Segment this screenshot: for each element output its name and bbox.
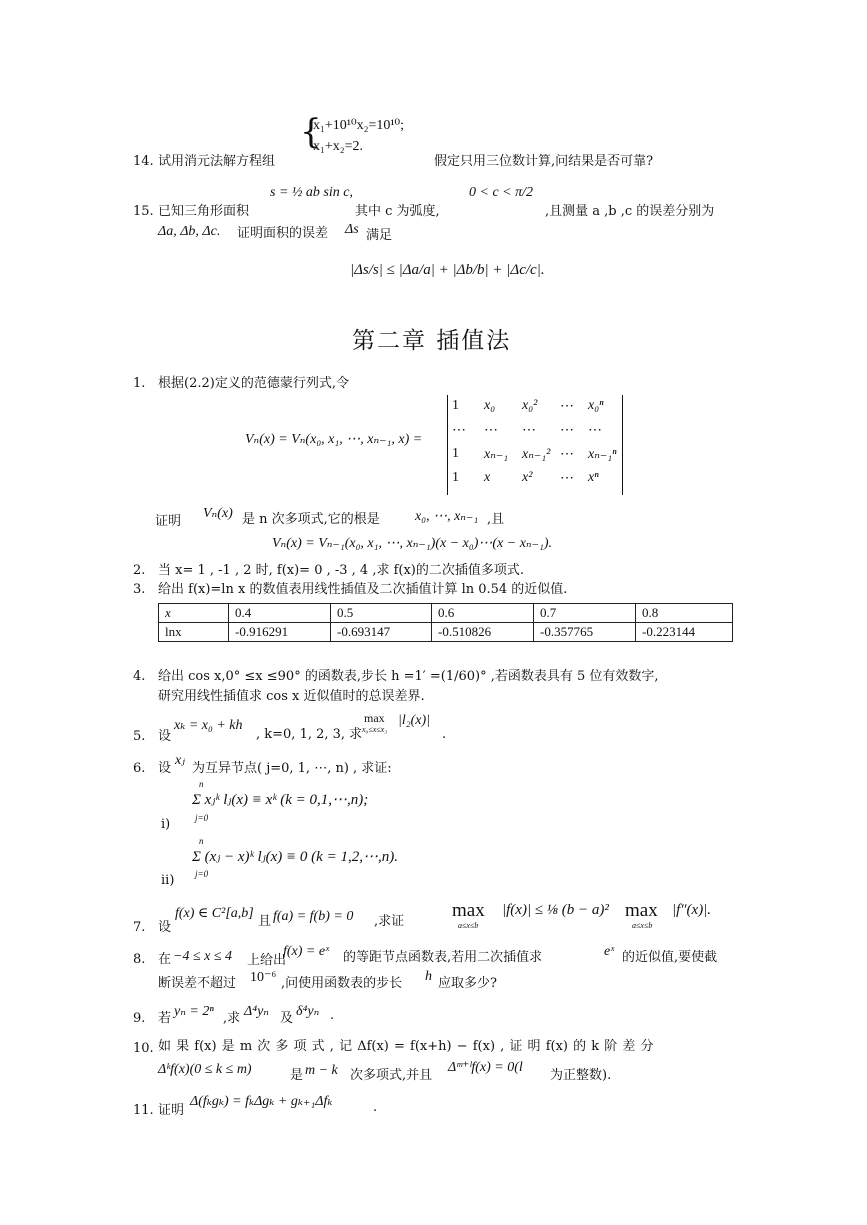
p7-c: ,求证 — [374, 914, 405, 929]
sum-top: n — [199, 779, 204, 789]
matrix-cell: 1 — [452, 398, 459, 413]
table-cell: 0.6 — [432, 604, 534, 623]
p1-text: 根据(2.2)定义的范德蒙行列式,令 — [158, 376, 349, 391]
p15-delta-s: Δs — [345, 222, 359, 237]
p15-inequality: |Δs/s| ≤ |Δa/a| + |Δb/b| + |Δc/c|. — [350, 262, 545, 278]
table-cell: 0.4 — [229, 604, 331, 623]
p5-expr: |l₂(x)| — [398, 713, 430, 728]
matrix-cell: xₙ₋₁² — [522, 447, 551, 462]
p4-line2: 研究用线性插值求 cos x 近似值时的总误差界. — [158, 689, 425, 704]
table-cell: x — [159, 604, 229, 623]
p6-a: 设 — [158, 761, 172, 776]
sum-bottom: j=0 — [195, 813, 209, 823]
p10-line1: 如 果 f(x) 是 m 次 多 项 式 , 记 Δf(x) = f(x+h) − f(x) , 证 明 f(x) 的 k 阶 差 分 — [158, 1039, 654, 1054]
p14-brace: { — [300, 112, 322, 152]
matrix-cell: xₙ₋₁ — [484, 447, 509, 462]
matrix-cell: x₀ⁿ — [588, 398, 604, 413]
matrix-cell: x — [484, 470, 491, 485]
p7-number: 7. — [133, 920, 146, 935]
p11-end: . — [373, 1100, 378, 1115]
p10-c: 为正整数). — [550, 1068, 612, 1083]
p8-d: 的近似值,要使截 — [622, 950, 718, 965]
matrix-cell: ⋯ — [560, 471, 574, 486]
p9-c: 及 — [280, 1011, 294, 1026]
determinant-left-bar — [447, 395, 448, 495]
p11-a: 证明 — [158, 1103, 185, 1118]
sum-bottom: j=0 — [195, 869, 209, 879]
p15-mid: 其中 c 为弧度, — [355, 204, 440, 219]
p8-range: −4 ≤ x ≤ 4 — [173, 949, 233, 964]
table-cell: -0.223144 — [636, 623, 733, 642]
p8-number: 8. — [133, 952, 146, 967]
table-cell: -0.510826 — [432, 623, 534, 642]
p11-number: 11. — [133, 1103, 154, 1118]
p1-vandermonde-lhs: Vₙ(x) = Vₙ(x₀, x₁, ⋯, xₙ₋₁, x) = — [245, 432, 423, 447]
p14-text: 试用消元法解方程组 — [158, 154, 276, 169]
table-header-row — [159, 604, 733, 623]
p7-b: 且 — [258, 914, 272, 929]
matrix-cell: xⁿ — [588, 470, 599, 485]
matrix-row — [452, 422, 620, 446]
sum-top: n — [199, 836, 204, 846]
table-cell: 0.8 — [636, 604, 733, 623]
p10-number: 10. — [133, 1041, 154, 1056]
matrix-row — [452, 446, 620, 470]
p15-errors: Δa, Δb, Δc. — [158, 224, 221, 239]
p9-a: 若 — [158, 1011, 172, 1026]
p14-tail: 假定只用三位数计算,问结果是否可靠? — [434, 154, 654, 169]
p6-number: 6. — [133, 761, 146, 776]
p15-line2: 证明面积的误差 — [237, 226, 329, 241]
p5-a: 设 — [158, 729, 172, 744]
p10-b: 次多项式,并且 — [350, 1068, 433, 1083]
matrix-cell: ⋯ — [560, 423, 574, 438]
p11-formula: Δ(fₖgₖ) = fₖΔgₖ + gₖ₊₁Δfₖ — [190, 1094, 333, 1109]
determinant-right-bar — [622, 395, 623, 495]
p6-b: 为互异节点( j=0, 1, ⋯, n) , 求证: — [192, 761, 392, 776]
p7-f3: |f(x)| ≤ ⅛ (b − a)² — [502, 902, 609, 918]
matrix-row — [452, 470, 620, 494]
matrix-cell: 1 — [452, 470, 459, 485]
p8-line2a: 断误差不超过 — [158, 976, 237, 991]
p6-ii-formula: Σ (xⱼ − x)ᵏ lⱼ(x) ≡ 0 (k = 1,2,⋯,n). — [192, 849, 398, 865]
p6-xj: xⱼ — [175, 753, 185, 768]
p5-b: , k=0, 1, 2, 3, 求 — [256, 727, 363, 742]
p10-a: 是 — [290, 1068, 304, 1083]
table-row — [159, 623, 733, 642]
p7-max-2: max — [625, 900, 658, 921]
p2-number: 2. — [133, 563, 146, 578]
p15-area-formula: s = ½ ab sin c, — [270, 185, 353, 200]
p9-central-delta4: δ⁴yₙ — [296, 1004, 320, 1019]
p7-f2: f(a) = f(b) = 0 — [273, 909, 354, 924]
p8-h: h — [425, 969, 432, 984]
p1-proof-a: 证明 — [155, 514, 182, 529]
matrix-cell: ⋯ — [588, 423, 602, 438]
table-cell: 0.7 — [534, 604, 636, 623]
p5-number: 5. — [133, 729, 146, 744]
p10-f1: Δᵏf(x)(0 ≤ k ≤ m) — [158, 1062, 252, 1077]
p10-f2: Δᵐ⁺ˡf(x) = 0(l — [448, 1060, 523, 1075]
p9-b: ,求 — [223, 1011, 241, 1026]
matrix-cell: x² — [522, 470, 533, 485]
p1-proof-b: 是 n 次多项式,它的根是 — [242, 512, 380, 527]
p1-number: 1. — [133, 376, 146, 391]
table-cell: -0.357765 — [534, 623, 636, 642]
p7-max-sub: a≤x≤b — [458, 921, 479, 930]
p8-line2c: 应取多少? — [438, 976, 497, 991]
p1-proof-c: ,且 — [487, 512, 505, 527]
p15-line2-end: 满足 — [366, 228, 393, 243]
p4-line1: 给出 cos x,0° ≤x ≤90° 的函数表,步长 h =1′ =(1/60)° ,若函数表具有 5 位有效数字, — [158, 669, 659, 684]
p9-number: 9. — [133, 1011, 146, 1026]
p8-fx: f(x) = eˣ — [283, 944, 330, 959]
p6-i-label: i) — [161, 817, 171, 832]
p9-yn: yₙ = 2ⁿ — [174, 1004, 214, 1019]
matrix-cell: x₀² — [522, 398, 538, 413]
p8-line2b: ,问使用函数表的步长 — [281, 976, 403, 991]
p14-equation-2: x₁+x₂=2. — [313, 139, 364, 154]
matrix-cell: ⋯ — [522, 423, 536, 438]
matrix-cell: x₀ — [484, 398, 496, 413]
p8-ex: eˣ — [604, 944, 615, 959]
p9-delta4: Δ⁴yₙ — [244, 1004, 269, 1019]
p15-number: 15. — [133, 204, 154, 219]
p3-text: 给出 f(x)=ln x 的数值表用线性插值及二次插值计算 ln 0.54 的近似值. — [158, 582, 568, 597]
matrix-cell: ⋯ — [560, 447, 574, 462]
p2-text: 当 x= 1 , -1 , 2 时, f(x)= 0 , -3 , 4 ,求 f(x)的二次插值多项式. — [158, 563, 525, 578]
matrix-cell: ⋯ — [560, 399, 574, 414]
p7-f1: f(x) ∈ C²[a,b] — [175, 906, 254, 921]
p10-mk: m − k — [305, 1063, 338, 1078]
p8-c: 的等距节点函数表,若用二次插值求 — [343, 950, 543, 965]
ln-value-table — [158, 603, 733, 642]
table-cell: 0.5 — [331, 604, 432, 623]
p1-roots: x₀, ⋯, xₙ₋₁ — [415, 509, 479, 524]
p15-tail: ,且测量 a ,b ,c 的误差分别为 — [545, 204, 715, 219]
p7-f4: |f″(x)|. — [672, 902, 712, 918]
table-cell: -0.693147 — [331, 623, 432, 642]
matrix-cell: ⋯ — [484, 423, 498, 438]
matrix-cell: xₙ₋₁ⁿ — [588, 447, 617, 462]
p15-range: 0 < c < π/2 — [469, 185, 534, 200]
p8-b: 上给出 — [247, 953, 287, 968]
p7-max-1: max — [452, 900, 485, 921]
p8-a: 在 — [158, 952, 172, 967]
p5-max-sub: x₀≤x≤x₃ — [362, 725, 387, 734]
p7-a: 设 — [158, 920, 172, 935]
p7-max-sub: a≤x≤b — [632, 921, 653, 930]
determinant-matrix — [452, 398, 620, 494]
p6-i-formula: Σ xⱼᵏ lⱼ(x) ≡ xᵏ (k = 0,1,⋯,n); — [192, 792, 369, 808]
p1-identity: Vₙ(x) = Vₙ₋₁(x₀, x₁, ⋯, xₙ₋₁)(x − x₀)⋯(x − xₙ₋₁). — [272, 536, 553, 551]
p1-vn: Vₙ(x) — [203, 506, 233, 521]
p8-tolerance: 10⁻⁶ — [250, 970, 277, 985]
table-cell: lnx — [159, 623, 229, 642]
p14-number: 14. — [133, 154, 154, 169]
p14-equation-1: x₁+10¹⁰x₂=10¹⁰; — [313, 118, 405, 133]
p4-number: 4. — [133, 669, 146, 684]
p5-end: . — [442, 727, 447, 742]
chapter-title: 第二章 插值法 — [352, 328, 512, 354]
p5-max: max — [364, 711, 385, 725]
matrix-cell: ⋯ — [452, 423, 466, 438]
table-cell: -0.916291 — [229, 623, 331, 642]
matrix-row — [452, 398, 620, 422]
matrix-cell: 1 — [452, 446, 459, 461]
p9-end: . — [330, 1008, 335, 1023]
p3-number: 3. — [133, 582, 146, 597]
p6-ii-label: ii) — [161, 873, 175, 888]
p15-text: 已知三角形面积 — [158, 204, 250, 219]
p5-formula: xₖ = x₀ + kh — [174, 718, 243, 733]
